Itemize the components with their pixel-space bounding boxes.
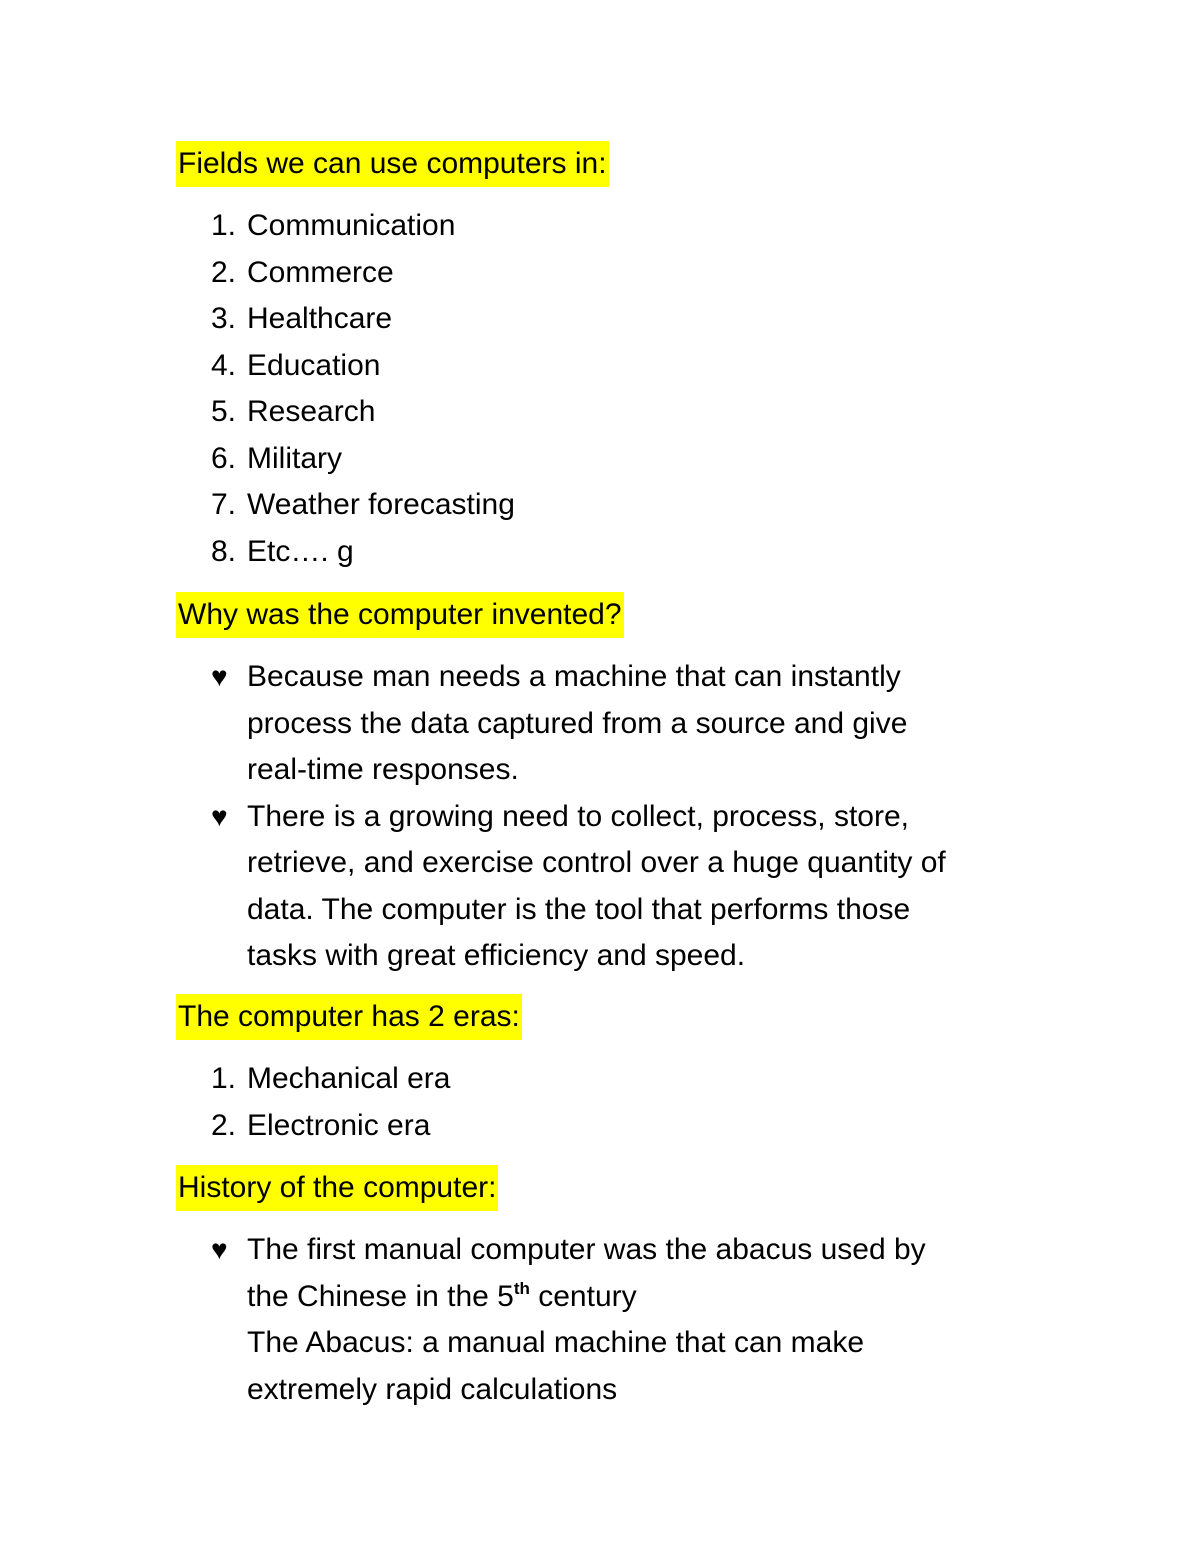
list-number: 3.	[211, 302, 237, 335]
history-bullets	[211, 1227, 1031, 1413]
list-number: 7.	[211, 488, 237, 521]
fields-list	[211, 203, 515, 575]
bullet-line: The first manual computer was the abacus used by	[247, 1233, 926, 1266]
bullet-line: There is a growing need to collect, process, store,	[247, 799, 909, 833]
list-item-text: Electronic era	[247, 1108, 431, 1142]
list-item-text: Military	[247, 441, 342, 475]
list-item-text: Etc…. g	[247, 534, 354, 568]
heart-bullet-icon: ♥	[211, 800, 228, 832]
list-number: 8.	[211, 534, 237, 568]
heading-history: History of the computer:	[176, 1165, 498, 1211]
eras-list	[211, 1056, 450, 1149]
bullet-line: Because man needs a machine that can instantly	[247, 660, 901, 693]
list-item	[211, 1103, 450, 1150]
list-number: 2.	[211, 255, 237, 289]
bullet-line: data. The computer is the tool that performs those	[247, 892, 911, 926]
bullet-line: retrieve, and exercise control over a huge quantity of	[247, 846, 946, 879]
list-item	[211, 343, 515, 390]
list-item-text: Mechanical era	[247, 1062, 451, 1095]
bullet-item	[211, 794, 1031, 980]
heading-eras: The computer has 2 eras:	[176, 994, 522, 1040]
list-item-text: Education	[247, 348, 381, 382]
bullet-line: The Abacus: a manual machine that can make	[247, 1326, 865, 1359]
heart-bullet-icon: ♥	[211, 661, 228, 692]
bullet-line-suffix: century	[529, 1279, 637, 1313]
bullet-line: process the data captured from a source and give	[247, 706, 908, 740]
list-number: 2.	[211, 1108, 237, 1142]
list-item	[211, 296, 515, 343]
list-number: 1.	[211, 1062, 237, 1095]
bullet-item	[211, 1227, 1031, 1413]
why-bullets	[211, 654, 1031, 980]
list-item	[211, 203, 515, 250]
bullet-line: extremely rapid calculations	[247, 1372, 618, 1406]
bullet-line	[247, 1274, 1031, 1321]
list-item	[211, 1056, 450, 1103]
heading-fields: Fields we can use computers in:	[176, 141, 609, 187]
list-number: 1.	[211, 209, 237, 242]
bullet-line-prefix: the Chinese in the 5	[247, 1279, 514, 1313]
bullet-item	[211, 654, 1031, 794]
list-item-text: Commerce	[247, 255, 394, 289]
list-item	[211, 250, 515, 297]
bullet-line: tasks with great efficiency and speed.	[247, 939, 746, 972]
heading-why: Why was the computer invented?	[176, 592, 624, 638]
list-number: 6.	[211, 441, 237, 475]
list-item	[211, 389, 515, 436]
list-item	[211, 529, 515, 576]
list-item-text: Healthcare	[247, 302, 393, 335]
list-number: 5.	[211, 395, 237, 428]
list-number: 4.	[211, 348, 237, 382]
list-item-text: Weather forecasting	[247, 488, 515, 521]
list-item-text: Research	[247, 395, 376, 428]
list-item	[211, 482, 515, 529]
list-item	[211, 436, 515, 483]
list-item-text: Communication	[247, 209, 456, 242]
heart-bullet-icon: ♥	[211, 1234, 228, 1265]
bullet-line: real-time responses.	[247, 753, 519, 786]
ordinal-superscript: th	[513, 1278, 530, 1298]
